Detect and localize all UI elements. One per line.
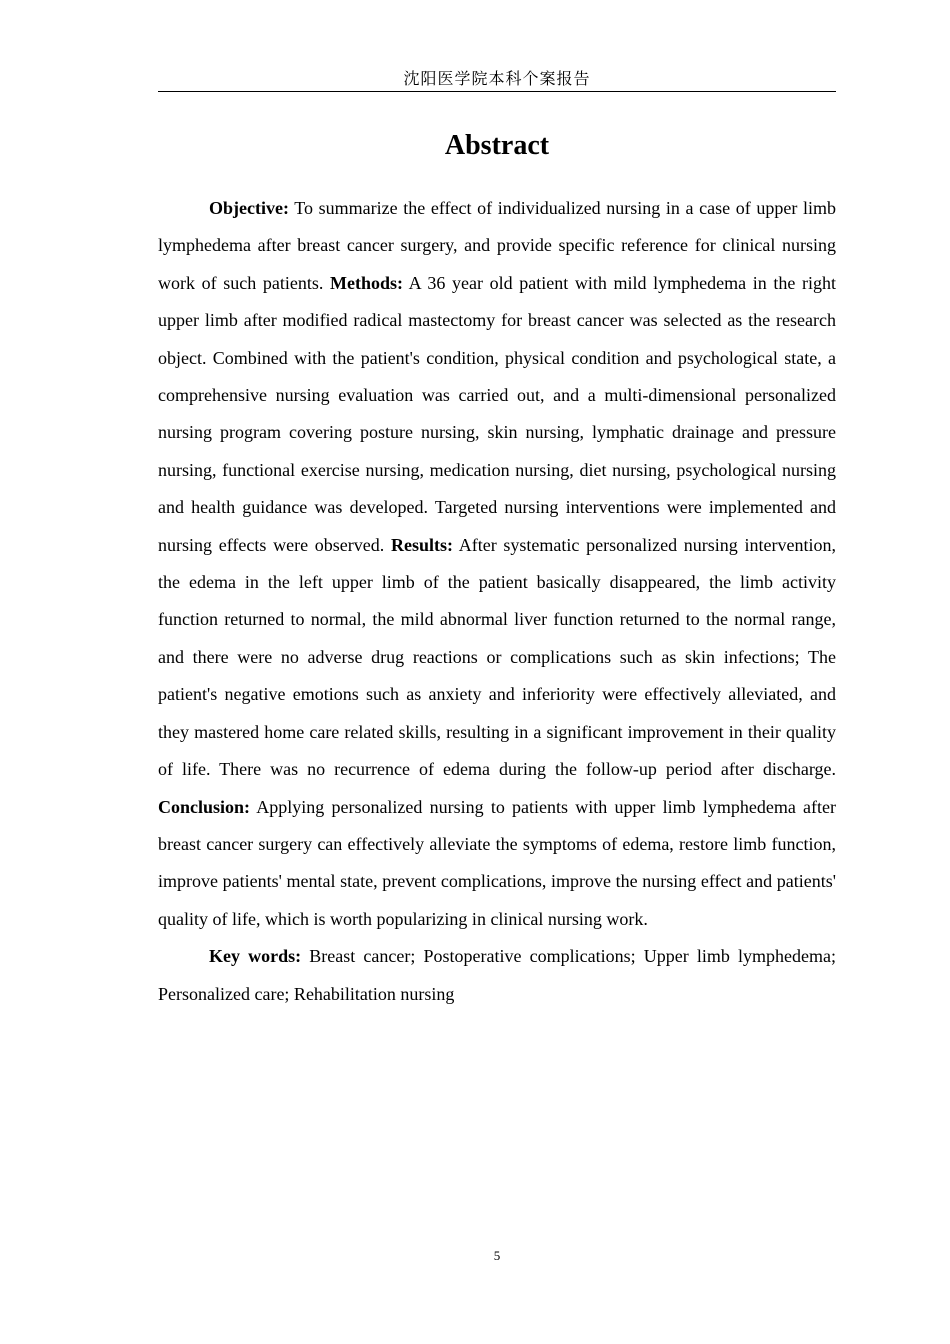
- conclusion-label: Conclusion:: [158, 796, 251, 817]
- results-text: After systematic personalized nursing intervention, the edema in the left upper limb of the patient basically disappeared, the limb activity function returned to normal, the mild abnormal liver function returned to the normal range, and there were no adverse drug reactions or complications such as skin infections; The patient's negative emotions such as anxiety and inferiority were effectively alleviated, and they mastered home care related skills, resulting in a significant improvement in their quality of life. There was no recurrence of edema during the follow-up period after discharge.: [158, 534, 836, 780]
- objective-label: Objective:: [209, 198, 289, 218]
- keywords-paragraph: [158, 938, 836, 1013]
- abstract-title: Abstract: [444, 130, 550, 161]
- abstract-body: [158, 190, 836, 1013]
- methods-label: Methods:: [330, 272, 404, 293]
- page-number: 5: [493, 1248, 501, 1263]
- results-label: Results:: [390, 534, 453, 555]
- keywords-label: Key words:: [209, 946, 302, 967]
- abstract-paragraph: [158, 190, 836, 938]
- objective-text: To summarize the effect of individualized nursing in a case of upper limb lymphedema after breast cancer surgery, and provide specific reference for clinical nursing work of such patients.: [158, 198, 836, 293]
- running-header: 沈阳医学院本科个案报告: [403, 69, 591, 88]
- header-rule: [158, 91, 836, 92]
- conclusion-text: Applying personalized nursing to patients with upper limb lymphedema after breast cancer surgery can effectively alleviate the symptoms of edema, restore limb function, improve patients' mental state, prevent complications, improve the nursing effect and patients' quality of life, which is worth popularizing in clinical nursing work.: [158, 796, 836, 929]
- methods-text: A 36 year old patient with mild lymphedema in the right upper limb after modified radical mastectomy for breast cancer was selected as the research object. Combined with the patient's condition, physical condition and psychological state, a comprehensive nursing evaluation was carried out, and a multi-dimensional personalized nursing program covering posture nursing, skin nursing, lymphatic drainage and pressure nursing, functional exercise nursing, medication nursing, diet nursing, psychological nursing and health guidance was developed. Targeted nursing interventions were implemented and nursing effects were observed.: [158, 272, 836, 555]
- keywords-text: Breast cancer; Postoperative complications; Upper limb lymphedema; Personalized care; Rehabilitation nursing: [158, 946, 836, 1004]
